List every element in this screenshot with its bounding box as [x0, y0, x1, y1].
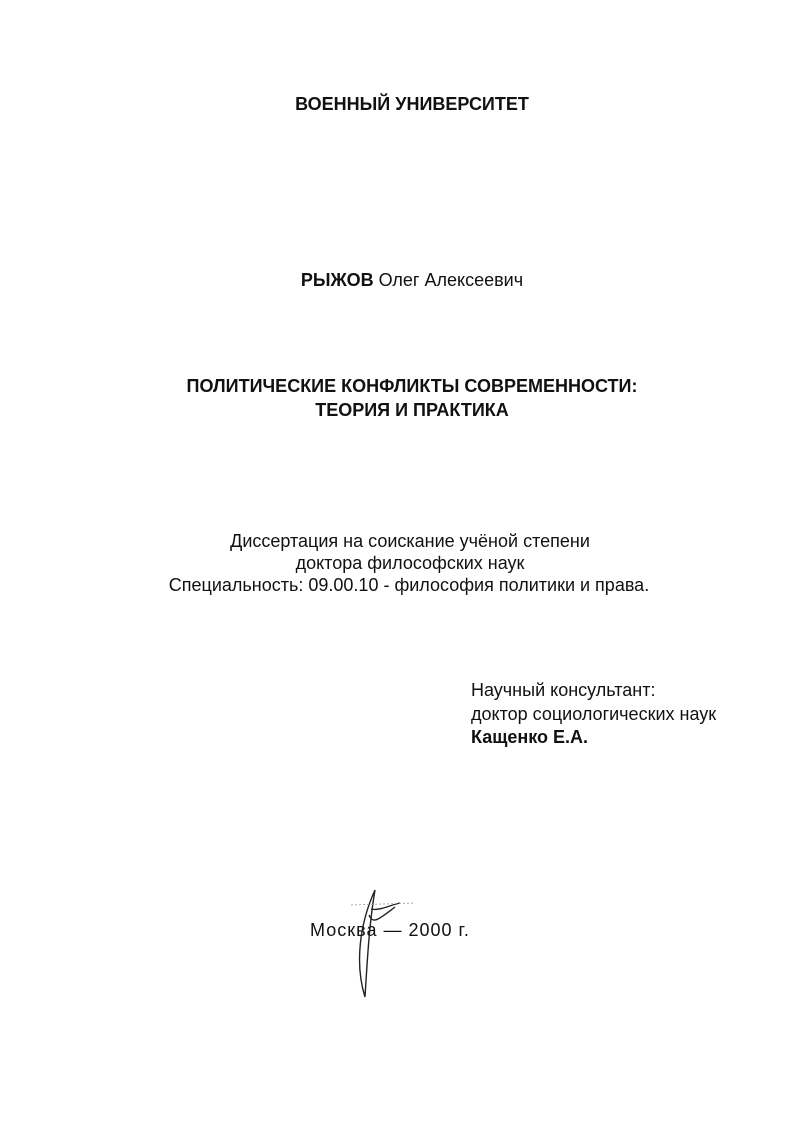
consultant-label: Научный консультант: — [471, 680, 656, 700]
consultant-name: Кащенко Е.А. — [471, 727, 589, 747]
author-given-name: Олег Алексеевич — [378, 270, 524, 290]
place-year: Москва — 2000 г. — [310, 920, 470, 940]
specialty-line: Специальность: 09.00.10 - философия политики и права. — [168, 575, 650, 595]
author-name — [0, 269, 798, 291]
university-name: ВОЕННЫЙ УНИВЕРСИТЕТ — [295, 94, 529, 114]
handwritten-signature — [345, 885, 425, 1000]
author-surname: РЫЖОВ — [300, 270, 374, 290]
dissertation-title-line-2: ТЕОРИЯ И ПРАКТИКА — [315, 400, 509, 420]
dissertation-title-line-1: ПОЛИТИЧЕСКИЕ КОНФЛИКТЫ СОВРЕМЕННОСТИ: — [186, 376, 638, 396]
dissertation-degree-line: Диссертация на соискание учёной степени — [230, 531, 590, 551]
consultant-degree: доктор социологических наук — [471, 704, 717, 724]
dissertation-field-line: доктора философских наук — [295, 553, 525, 573]
